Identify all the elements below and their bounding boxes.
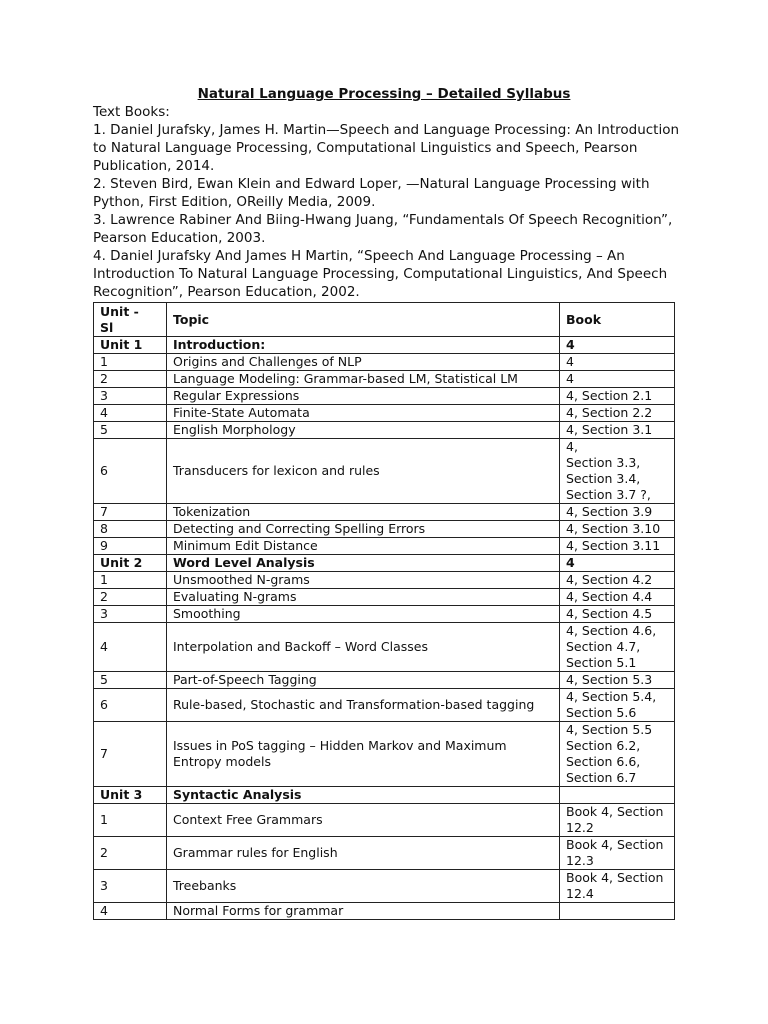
header-topic: Topic [167, 303, 560, 337]
cell-book: Book 4, Section 12.3 [560, 837, 675, 870]
table-row [94, 371, 675, 388]
table-row [94, 689, 675, 722]
cell-sl: 1 [94, 354, 167, 371]
cell-book [560, 903, 675, 920]
book-reference: 1. Daniel Jurafsky, James H. Martin—Speech and Language Processing: An Introduction to Natural Language Processing, Computational Linguistics and Speech, Pearson Publication, 2014. [93, 122, 680, 174]
cell-sl: 9 [94, 538, 167, 555]
table-row [94, 837, 675, 870]
cell-topic: Minimum Edit Distance [167, 538, 560, 555]
cell-book: 4, Section 3.3, Section 3.4, Section 3.7 ?, [560, 439, 675, 504]
cell-topic: Tokenization [167, 504, 560, 521]
table-row [94, 870, 675, 903]
table-row [94, 405, 675, 422]
cell-topic: Unsmoothed N-grams [167, 572, 560, 589]
cell-topic: Finite-State Automata [167, 405, 560, 422]
cell-topic: Evaluating N-grams [167, 589, 560, 606]
cell-sl: 2 [94, 837, 167, 870]
cell-book: Book 4, Section 12.4 [560, 870, 675, 903]
cell-book: 4, Section 2.2 [560, 405, 675, 422]
table-row [94, 572, 675, 589]
cell-sl: 6 [94, 439, 167, 504]
cell-sl: 6 [94, 689, 167, 722]
cell-topic: Context Free Grammars [167, 804, 560, 837]
cell-sl: 1 [94, 804, 167, 837]
unit-header-row [94, 337, 675, 354]
cell-book: 4, Section 4.6, Section 4.7, Section 5.1 [560, 623, 675, 672]
cell-book: 4, Section 4.2 [560, 572, 675, 589]
book-reference: 3. Lawrence Rabiner And Biing-Hwang Juang, “Fundamentals Of Speech Recognition”, Pearson Education, 2003. [93, 212, 673, 246]
cell-topic: Rule-based, Stochastic and Transformation-based tagging [167, 689, 560, 722]
table-row [94, 521, 675, 538]
cell-topic: Normal Forms for grammar [167, 903, 560, 920]
table-row [94, 804, 675, 837]
table-row [94, 422, 675, 439]
table-row [94, 354, 675, 371]
cell-topic: Interpolation and Backoff – Word Classes [167, 623, 560, 672]
table-row [94, 672, 675, 689]
header-unit-sl: Unit - Sl [94, 303, 167, 337]
cell-book: 4, Section 5.4, Section 5.6 [560, 689, 675, 722]
cell-book: 4 [560, 354, 675, 371]
cell-topic: English Morphology [167, 422, 560, 439]
table-row [94, 388, 675, 405]
header-book: Book [560, 303, 675, 337]
cell-topic: Issues in PoS tagging – Hidden Markov and Maximum Entropy models [167, 722, 560, 787]
cell-topic: Language Modeling: Grammar-based LM, Statistical LM [167, 371, 560, 388]
cell-sl: 3 [94, 388, 167, 405]
cell-topic: Origins and Challenges of NLP [167, 354, 560, 371]
cell-sl: 7 [94, 504, 167, 521]
cell-sl: 4 [94, 903, 167, 920]
table-row [94, 439, 675, 504]
cell-book: 4 [560, 555, 675, 572]
cell-book: 4, Section 3.1 [560, 422, 675, 439]
cell-sl: 2 [94, 589, 167, 606]
cell-book: 4, Section 5.5 Section 6.2, Section 6.6, Section 6.7 [560, 722, 675, 787]
cell-sl: 5 [94, 672, 167, 689]
cell-topic: Detecting and Correcting Spelling Errors [167, 521, 560, 538]
cell-sl: 3 [94, 606, 167, 623]
cell-book: 4, Section 3.10 [560, 521, 675, 538]
cell-topic: Syntactic Analysis [167, 787, 560, 804]
unit-header-row [94, 555, 675, 572]
cell-topic: Introduction: [167, 337, 560, 354]
cell-topic: Word Level Analysis [167, 555, 560, 572]
table-row [94, 606, 675, 623]
cell-topic: Treebanks [167, 870, 560, 903]
cell-sl: 5 [94, 422, 167, 439]
cell-sl: Unit 1 [94, 337, 167, 354]
cell-book: 4, Section 4.4 [560, 589, 675, 606]
unit-header-row [94, 787, 675, 804]
table-row [94, 903, 675, 920]
cell-book: 4, Section 3.11 [560, 538, 675, 555]
text-books-label: Text Books: [93, 104, 170, 120]
cell-sl: Unit 3 [94, 787, 167, 804]
cell-topic: Part-of-Speech Tagging [167, 672, 560, 689]
table-row [94, 722, 675, 787]
cell-topic: Smoothing [167, 606, 560, 623]
table-row [94, 589, 675, 606]
table-row [94, 538, 675, 555]
book-reference: 4. Daniel Jurafsky And James H Martin, “Speech And Language Processing – An Introduction To Natural Language Processing, Computational Linguistics, And Speech Recognition”, Pearson Education, 2002. [93, 248, 668, 300]
cell-sl: 4 [94, 405, 167, 422]
cell-topic: Regular Expressions [167, 388, 560, 405]
cell-sl: 3 [94, 870, 167, 903]
cell-book: 4, Section 5.3 [560, 672, 675, 689]
cell-book: Book 4, Section 12.2 [560, 804, 675, 837]
table-header-row [94, 303, 675, 337]
cell-sl: Unit 2 [94, 555, 167, 572]
document-title: Natural Language Processing – Detailed Syllabus [197, 86, 571, 102]
text-books-section [93, 103, 683, 301]
cell-sl: 8 [94, 521, 167, 538]
cell-book: 4 [560, 337, 675, 354]
cell-sl: 1 [94, 572, 167, 589]
table-row [94, 623, 675, 672]
cell-topic: Transducers for lexicon and rules [167, 439, 560, 504]
syllabus-table [93, 302, 675, 920]
cell-book: 4 [560, 371, 675, 388]
cell-sl: 4 [94, 623, 167, 672]
cell-sl: 7 [94, 722, 167, 787]
cell-book: 4, Section 3.9 [560, 504, 675, 521]
cell-sl: 2 [94, 371, 167, 388]
table-row [94, 504, 675, 521]
cell-book: 4, Section 4.5 [560, 606, 675, 623]
cell-book [560, 787, 675, 804]
cell-topic: Grammar rules for English [167, 837, 560, 870]
book-reference: 2. Steven Bird, Ewan Klein and Edward Loper, —Natural Language Processing with Python, First Edition, OReilly Media, 2009. [93, 176, 650, 210]
cell-book: 4, Section 2.1 [560, 388, 675, 405]
